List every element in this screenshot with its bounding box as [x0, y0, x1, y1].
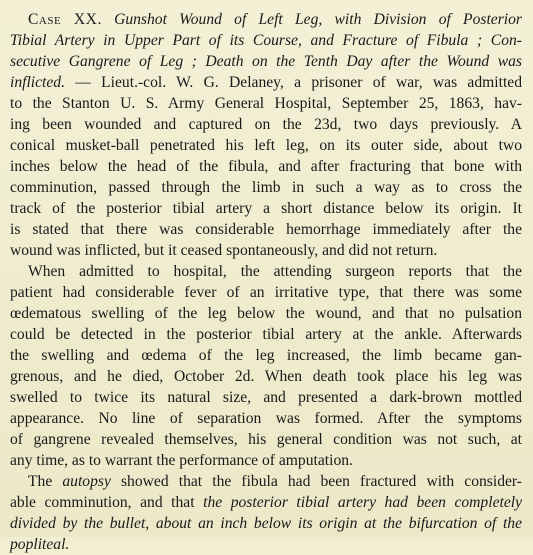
paragraph-2-line-2: patient had considerable fever of an irritative type, that there was some: [10, 284, 522, 301]
paragraph-1-line-9: comminution, passed through the limb in such a way as to cross the: [10, 179, 522, 196]
paragraph-2-line-8: appearance. No line of separation was formed. After the symptoms: [10, 410, 522, 427]
paragraph-1-line-11: is stated that there was considerable hemorrhage immediately after the: [10, 221, 522, 238]
paragraph-3-line-3: divided by the bullet, about an inch below its origin at the bifurcation of the: [10, 515, 522, 532]
case-title-part-3: secutive Gangrene of Leg ; Death on the Tenth Day after the Wound was: [10, 53, 522, 70]
paragraph-1-line-4: [10, 72, 522, 93]
paragraph-2-line-10: any time, as to warrant the performance of amputation.: [10, 452, 353, 469]
paragraph-3-line-2-start: able comminution, and that: [10, 494, 204, 511]
paragraph-1-line-4-text: — Lieut.-col. W. G. Delaney, a prisoner of war, was admitted: [65, 74, 522, 91]
paragraph-2-line-7: swelled to twice its natural size, and presented a dark-brown mottled: [10, 389, 522, 406]
paragraph-3-line-2-italic: the posterior tibial artery had been completely: [203, 494, 522, 511]
paragraph-1-line-10: track of the posterior tibial artery a short distance below its origin. It: [10, 200, 522, 217]
paragraph-2-line-9: of gangrene revealed themselves, his general condition was not such, at: [10, 431, 522, 448]
document-body: [10, 9, 522, 555]
paragraph-2-line-1: When admitted to hospital, the attending surgeon reports that the: [28, 263, 522, 280]
paragraph-3-line-1: [10, 471, 522, 492]
paragraph-1-line-5: to the Stanton U. S. Army General Hospital, September 25, 1863, hav-: [10, 95, 522, 112]
paragraph-2-line-6: grenous, and he died, October 2d. When death took place his leg was: [10, 368, 522, 385]
paragraph-2-line-3: œdematous swelling of the leg below the wound, and that no pulsation: [10, 305, 522, 322]
case-title-part-1: Gunshot Wound of Left Leg, with Division of Posterior: [114, 11, 522, 28]
paragraph-1-line-7: conical musket-ball penetrated his left leg, on its outer side, about two: [10, 137, 522, 154]
case-title-part-4: inflicted.: [10, 74, 65, 91]
autopsy-term: autopsy: [62, 473, 111, 490]
case-title-part-2: Tibial Artery in Upper Part of its Course, and Fracture of Fibula ; Con-: [10, 32, 522, 49]
paragraph-2-line-5: the swelling and œdema of the leg increased, the limb became gan-: [10, 347, 522, 364]
paragraph-3-line-1-start: The: [28, 473, 63, 490]
case-heading-line: [10, 9, 522, 30]
paragraph-3-line-4: popliteal.: [10, 536, 70, 553]
paragraph-1-line-12: wound was inflicted, but it ceased spontaneously, and did not return.: [10, 242, 438, 259]
paragraph-1-line-6: ing been wounded and captured on the 23d, two days previously. A: [10, 116, 522, 133]
paragraph-1-line-8: inches below the head of the fibula, and after fracturing that bone with: [10, 158, 522, 175]
case-label: Case XX.: [28, 11, 102, 28]
paragraph-3-line-2: [10, 492, 522, 513]
paragraph-2-line-4: could be detected in the posterior tibial artery at the ankle. Afterwards: [10, 326, 522, 343]
paragraph-3-line-1-rest: showed that the fibula had been fractured with consider-: [110, 473, 522, 490]
